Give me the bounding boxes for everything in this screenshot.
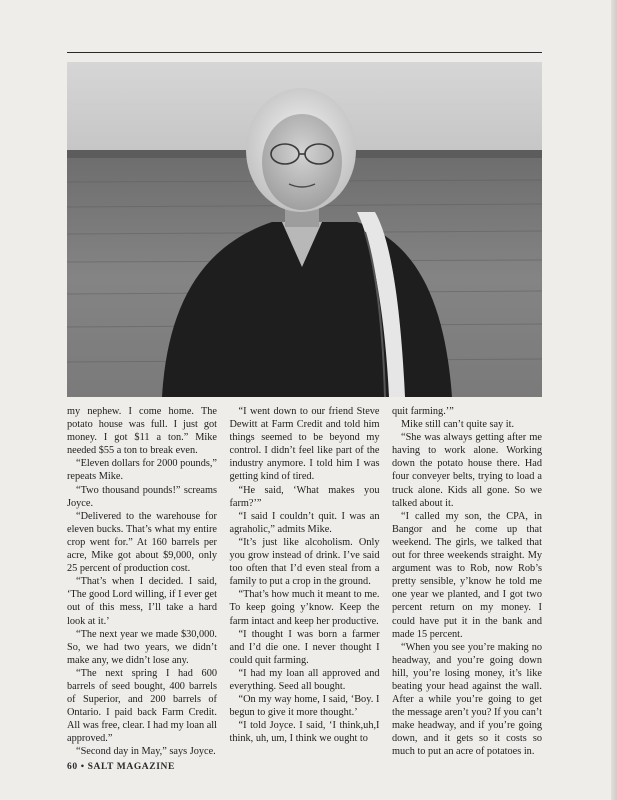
paragraph: Mike still can’t quite say it. xyxy=(401,419,515,431)
article-column-3 xyxy=(392,405,542,758)
page-footer xyxy=(67,762,175,772)
paragraph: “She was always getting after me having to work alone. Working down the potato house there. Had four conveyer belts, trying to load a truck alone. Kids all gone. So we talked about it. xyxy=(392,432,542,509)
paragraph: “I told Joyce. I said, ‘I think,uh,I think, uh, um, I think we ought to xyxy=(229,720,380,745)
paragraph: “I said I couldn’t quit. I was an agraholic,” admits Mike. xyxy=(229,510,380,535)
paragraph: “Second day in May,” says Joyce. xyxy=(76,746,216,758)
paragraph: “I thought I was born a farmer and I’d die one. I never thought I could quit farming. xyxy=(229,628,380,666)
paragraph: “On my way home, I said, ‘Boy. I begun to give it more thought.’ xyxy=(229,694,380,719)
article-column-1 xyxy=(67,405,217,758)
paragraph: “Two thousand pounds!” screams Joyce. xyxy=(67,484,217,509)
paragraph: “I had my loan all approved and everything. Seed all bought. xyxy=(229,667,380,692)
article-body xyxy=(67,405,542,758)
footer-bullet: • xyxy=(80,762,85,772)
paragraph: “I called my son, the CPA, in Bangor and he come up that weekend. The girls, we talked that out for three weekends straight. My argument was to Rob, now Rob’s pretty sensible, y’know he told me one year we planted, and I got two percent return on my money. I could have put it in the bank and made 15 percent. xyxy=(392,510,542,640)
paragraph: “It’s just like alcoholism. Only you grow instead of drink. I’ve said too often that I’d even steal from a family to put a crop in the ground. xyxy=(229,536,380,588)
paragraph: “Delivered to the warehouse for eleven bucks. That’s what my entire crop went for.” At 160 barrels per acre, Mike got about $9,000, only 25 percent of production cost. xyxy=(67,510,217,575)
page-number: 60 xyxy=(67,762,78,772)
paragraph: “That’s how much it meant to me. To keep going y’know. Keep the farm intact and keep her productive. xyxy=(229,589,380,627)
article-column-2 xyxy=(230,405,380,750)
paragraph: quit farming.’” xyxy=(392,406,454,417)
publication-name: SALT MAGAZINE xyxy=(87,762,175,772)
paragraph: “The next spring I had 600 barrels of seed bought, 400 barrels of Superior, and 200 barrels of Ontario. I paid back Farm Credit. All was free, clear. I had my loan all approved.” xyxy=(67,667,217,745)
header-rule xyxy=(67,52,542,53)
paragraph: “I went down to our friend Steve Dewitt at Farm Credit and told him things seemed to be beyond my control. I didn’t feel like part of the industry anymore. I told him I was getting kind of tired. xyxy=(229,406,380,483)
paragraph: “Eleven dollars for 2000 pounds,” repeats Mike. xyxy=(67,458,217,483)
paragraph: my nephew. I come home. The potato house was full. I just got money. I got $11 a ton.” Mike needed $55 a ton to break even. xyxy=(67,406,217,457)
paragraph: “When you see you’re making no headway, and you’re going down hill, you’re losing money, it’s like beating your head against the wall. After a while you’re going to get the message aren’t you? If you can’t make headway, and if you’re going down, and it gets so it costs so much to put an acre of potatoes in. xyxy=(392,641,542,758)
portrait-photo xyxy=(67,62,542,397)
paragraph: “That’s when I decided. I said, ‘The good Lord willing, if I ever get out of this mess, I’ll take a hard look at it.’ xyxy=(67,576,217,627)
page-edge xyxy=(611,0,617,800)
paragraph: “The next year we made $30,000. So, we had two years, we didn’t make any, we didn’t lose any. xyxy=(67,628,217,666)
paragraph: “He said, ‘What makes you farm?’” xyxy=(229,484,380,509)
face xyxy=(262,114,342,210)
